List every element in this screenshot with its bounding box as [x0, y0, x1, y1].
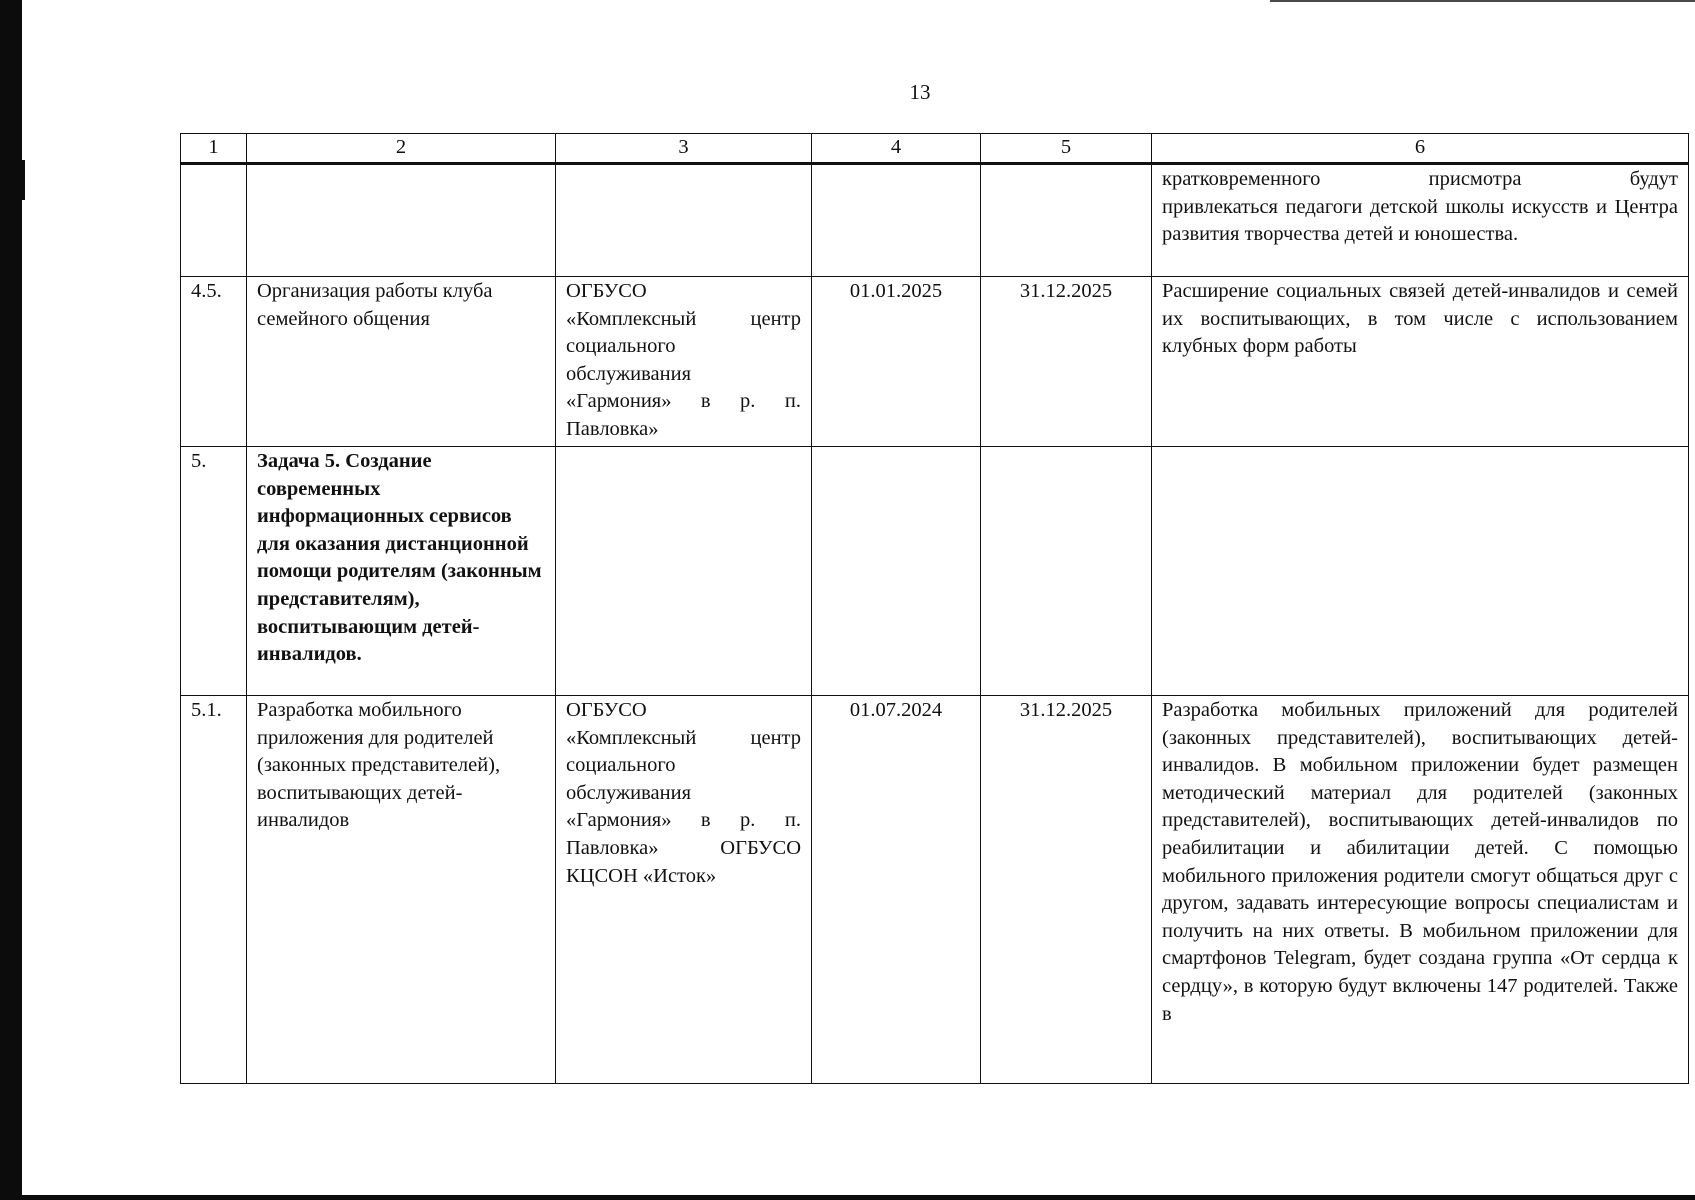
scan-border-bottom: [22, 1195, 1695, 1200]
cell-num: 5.: [181, 447, 247, 696]
executor-word: Павловка»: [566, 836, 659, 859]
cell-num: 5.1.: [181, 696, 247, 1084]
executor-word: в: [700, 809, 711, 832]
cell-executor: [556, 696, 812, 1084]
cell-end: [981, 447, 1152, 696]
result-word: кратковременного: [1162, 168, 1321, 190]
cell-end-date: 31.12.2025: [981, 277, 1152, 447]
executor-word: «Гармония»: [566, 390, 672, 413]
cell-result: [1152, 164, 1689, 277]
executor-line: обслуживания: [566, 362, 692, 385]
executor-word: ОГБУСО: [720, 836, 801, 859]
executor-word: р.: [740, 390, 756, 413]
executor-line: [566, 835, 801, 863]
executor-word: «Комплексный: [566, 307, 697, 330]
cell-end: [981, 164, 1152, 277]
executor-line: [566, 725, 801, 753]
header-col-3: 3: [556, 134, 812, 164]
table-row-5-1: [181, 696, 1689, 1084]
activity-plan-table: [180, 133, 1689, 1084]
scan-border-left: [0, 0, 22, 1200]
header-col-4: 4: [812, 134, 981, 164]
cell-result: Расширение социальных связей детей-инвалидов и семей их воспитывающих, в том числе с использованием клубных форм работы: [1152, 277, 1689, 447]
scan-border-notch: [22, 160, 25, 200]
result-first-line: [1162, 166, 1678, 194]
table-row-4-5: [181, 277, 1689, 447]
cell-start-date: 01.07.2024: [812, 696, 981, 1084]
executor-line: [566, 807, 801, 835]
executor-word: центр: [750, 307, 801, 330]
page-number: 13: [909, 80, 931, 104]
result-text: привлекаться педагоги детской школы искусств и Центра развития творчества детей и юношества.: [1162, 195, 1678, 246]
header-col-5: 5: [981, 134, 1152, 164]
executor-word: «Комплексный: [566, 726, 697, 749]
header-col-2: 2: [247, 134, 556, 164]
cell-end-date: 31.12.2025: [981, 696, 1152, 1084]
cell-start-date: 01.01.2025: [812, 277, 981, 447]
executor-word: «Гармония»: [566, 809, 672, 832]
cell-result: Разработка мобильных приложений для родителей (законных представителей), воспитывающих детей-инвалидов. В мобильном приложении будет размещен методический материал для родителей (законных представителей), воспитывающих детей-инвалидов по реабилитации и абилитации детей. С помощью мобильного приложения родители смогут общаться друг с другом, задавать интересующие вопросы специалистам и получить на них ответы. В мобильном приложении для смартфонов Telegram, будет создана группа «От сердца к сердцу», в которую будут включены 147 родителей. Также в: [1152, 696, 1689, 1084]
result-word: присмотра: [1428, 168, 1522, 190]
executor-line: Павловка»: [566, 417, 659, 440]
executor-line: КЦСОН «Исток»: [566, 864, 717, 887]
header-col-6: 6: [1152, 134, 1689, 164]
cell-executor: [556, 447, 812, 696]
executor-line: социального: [566, 335, 676, 358]
executor-line: [566, 388, 801, 416]
cell-name: Разработка мобильного приложения для родителей (законных представителей), воспитывающих детей-инвалидов: [247, 696, 556, 1084]
executor-word: центр: [750, 726, 801, 749]
scan-border-top: [1270, 0, 1695, 2]
executor-line: ОГБУСО: [566, 699, 647, 721]
cell-start: [812, 164, 981, 277]
cell-executor: [556, 277, 812, 447]
executor-line: ОГБУСО: [566, 280, 647, 302]
executor-word: р.: [740, 809, 756, 832]
cell-result: [1152, 447, 1689, 696]
executor-line: обслуживания: [566, 781, 692, 804]
cell-executor: [556, 164, 812, 277]
executor-line: социального: [566, 754, 676, 777]
cell-task-title: Задача 5. Создание современных информационных сервисов для оказания дистанционной помощи родителям (законным представителям), воспитывающим детей-инвалидов.: [247, 447, 556, 696]
table-row-5: [181, 447, 1689, 696]
executor-word: в: [700, 390, 711, 413]
cell-num: [181, 164, 247, 277]
table-header-row: [181, 134, 1689, 164]
executor-line: [566, 306, 801, 334]
executor-word: п.: [784, 390, 801, 413]
cell-name: Организация работы клуба семейного общения: [247, 277, 556, 447]
executor-word: п.: [784, 809, 801, 832]
cell-name: [247, 164, 556, 277]
result-word: будут: [1629, 168, 1678, 190]
table-row-continuation: [181, 164, 1689, 277]
cell-num: 4.5.: [181, 277, 247, 447]
header-col-1: 1: [181, 134, 247, 164]
cell-start: [812, 447, 981, 696]
